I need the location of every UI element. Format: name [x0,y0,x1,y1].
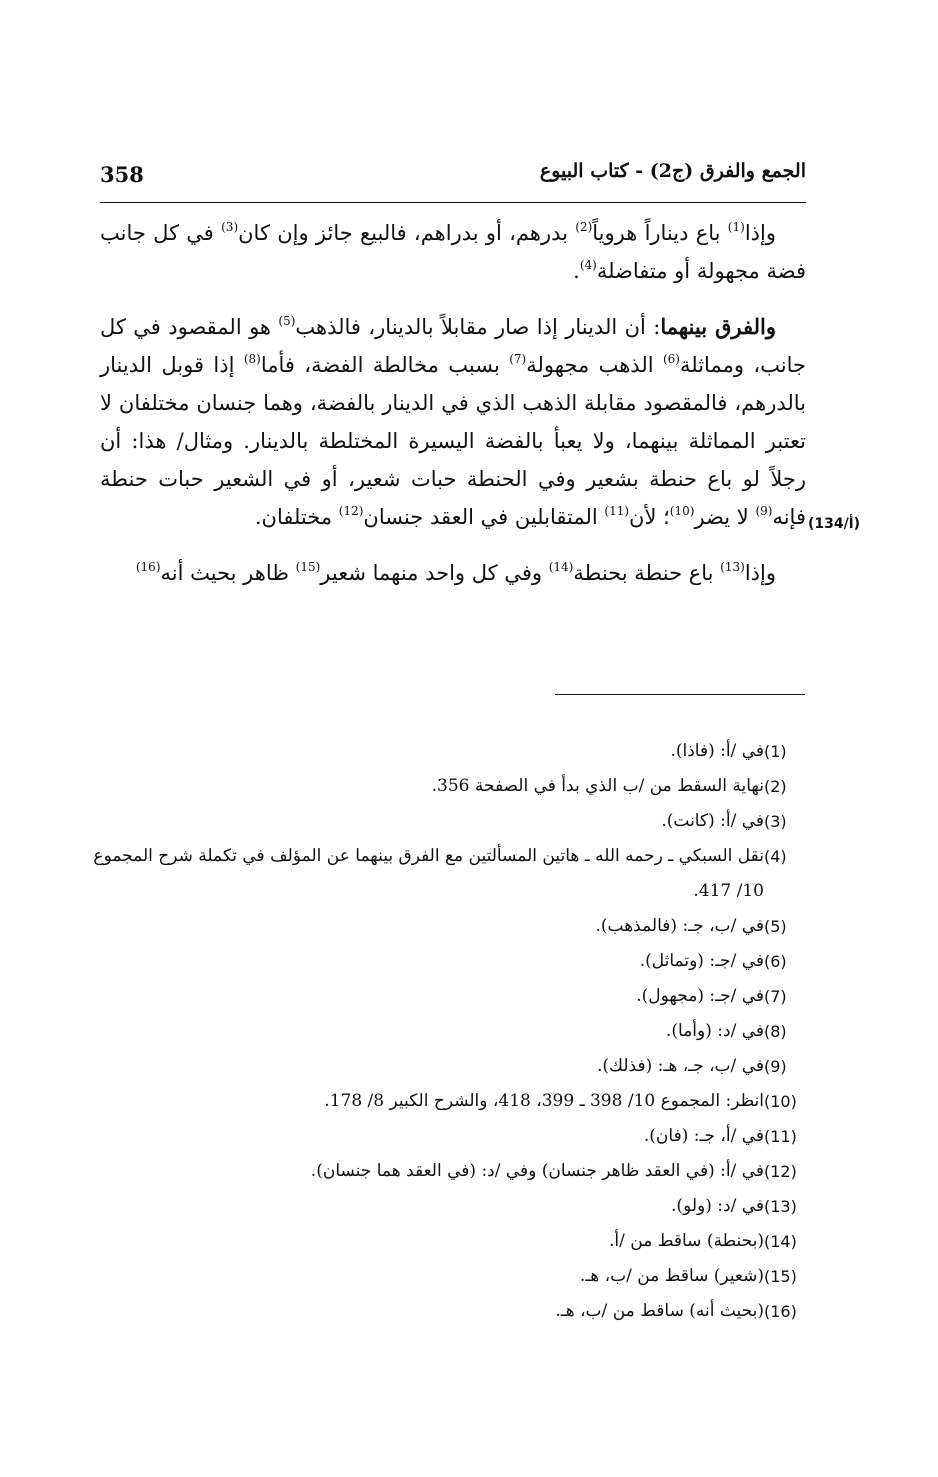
footnote-number: (13) [764,1197,797,1216]
footnote-text: انظر: المجموع 10/ 398 ـ 399، 418، والشرح الكبير 8/ 178. [324,1091,764,1111]
footnote-text: في /أ: (في العقد ظاهر جنسان) وفي /د: (في العقد هما جنسان). [310,1161,764,1181]
paragraph-1: وإذا$^{(1)}$ باع ديناراً هروياً$^{(2)}$ بدرهم، أو بدراهم، فالبيع جائز وإن كان$^{(3)}$ في كل جانب فضة مجهولة أو متفاضلة$^{(4)}$. [100,220,806,283]
footnote-text: في /أ: (كانت). [661,811,764,831]
footnote-number: (5) [764,917,787,936]
footnote-number: (3) [764,812,787,831]
footnote-item [90,804,806,839]
footnote-number: (15) [764,1267,797,1286]
paragraph-3: وإذا$^{(13)}$ باع حنطة بحنطة$^{(14)}$ وفي كل واحد منهما شعير$^{(15)}$ ظاهر بحيث أنه$^{(16)}$ [135,560,776,585]
footnote-ref: (10) [669,504,695,518]
footnotes-list [90,734,806,1329]
footnote-number: (12) [764,1162,797,1181]
footnote-number: (4) [764,847,787,866]
footnote-ref: (3) [221,220,239,234]
footnote-text: في /جـ: (مجهول). [636,986,764,1006]
footnote-number: (2) [764,777,787,796]
footnote-text: في /أ: (فاذا). [670,741,764,761]
footnote-item [90,1154,806,1189]
footnote-ref: (12) [338,504,364,518]
footnote-item [90,1049,806,1084]
footnote-item [90,769,806,804]
footnote-text: في /ب، جـ: (فالمذهب). [595,916,764,936]
paragraph-lead: والفرق بينهما [660,314,776,339]
footnote-number: (14) [764,1232,797,1251]
header-rule [100,202,806,203]
footnote-text: (بحنطة) ساقط من /أ. [609,1231,764,1251]
footnote-text: في /أ، جـ: (فان). [643,1126,764,1146]
footnote-item [90,979,806,1014]
footnote-ref: (6) [662,352,680,366]
footnote-ref: (13) [720,560,745,574]
footnote-item [90,1119,806,1154]
footnote-ref: (16) [135,560,161,574]
main-text [100,214,806,592]
footnote-ref: (4) [579,258,597,272]
footnote-ref: (2) [575,220,593,234]
footnote-item [90,1189,806,1224]
footnote-text: (شعير) ساقط من /ب، هـ. [579,1266,764,1286]
footnote-ref: (7) [509,352,527,366]
footnote-text: (بحيث أنه) ساقط من /ب، هـ. [555,1301,764,1321]
footnote-item [90,909,806,944]
footnote-number: (6) [764,952,787,971]
footnote-text: نقل السبكي ـ رحمه الله ـ هاتين المسألتين مع الفرق بينهما عن المؤلف في تكملة شرح المجموع 10/ 417. [93,846,764,901]
footnote-rule [555,694,805,695]
footnote-ref: (14) [548,560,574,574]
footnote-item [90,1259,806,1294]
footnote-item [90,734,806,769]
footnote-number: (10) [764,1092,797,1111]
page-header [100,160,806,196]
manuscript-margin-note: (134/أ) [808,516,860,532]
footnote-number: (1) [764,742,787,761]
footnote-number: (7) [764,987,787,1006]
footnote-ref: (5) [278,314,296,328]
page-number: 358 [100,162,144,187]
footnote-text: نهاية السقط من /ب الذي بدأ في الصفحة 356. [431,776,764,796]
footnote-text: في /ب، جـ، هـ: (فذلك). [596,1056,764,1076]
footnote-text: في /د: (وأما). [665,1021,764,1041]
footnote-number: (11) [764,1127,797,1146]
footnote-item [90,1294,806,1329]
footnote-number: (8) [764,1022,787,1041]
footnote-item [90,839,806,909]
footnote-ref: (8) [243,352,261,366]
footnote-item [90,1014,806,1049]
footnote-item [90,1224,806,1259]
paragraph-2: والفرق بينهما: أن الدينار إذا صار مقابلاً بالدينار، فالذهب$^{(5)}$ هو المقصود في كل جانب، ومماثلة$^{(6)}$ الذهب مجهولة$^{(7)}$ بسبب مخالطة الفضة، فأما$^{(8)}$ إذا قوبل الدينار بالدرهم، فالمقصود مقابلة الذهب الذي في الدينار بالفضة، وهما جنسان مختلفان لا تعتبر المماثلة بينهما، ولا يعبأ بالفضة اليسيرة المختلطة بالدينار. ومثال/ هذا: أن رجلاً لو باع حنطة بشعير وفي الحنطة حبات شعير، أو في الشعير حبات حنطة فإنه$^{(9)}$ لا يضر$^{(10)}$؛ لأن$^{(11)}$ المتقابلين في العقد جنسان$^{(12)}$ مختلفان. [100,314,806,529]
footnote-item [90,1084,806,1119]
running-title: الجمع والفرق (ج2) - كتاب البيوع [539,160,806,182]
footnote-number: (16) [764,1302,797,1321]
footnote-ref: (11) [604,504,630,518]
footnote-ref: (1) [727,220,745,234]
footnote-text: في /د: (ولو). [671,1196,764,1216]
footnote-ref: (15) [295,560,321,574]
footnote-item [90,944,806,979]
footnote-ref: (9) [755,504,773,518]
footnote-text: في /جـ: (وتماثل). [639,951,764,971]
footnote-number: (9) [764,1057,787,1076]
